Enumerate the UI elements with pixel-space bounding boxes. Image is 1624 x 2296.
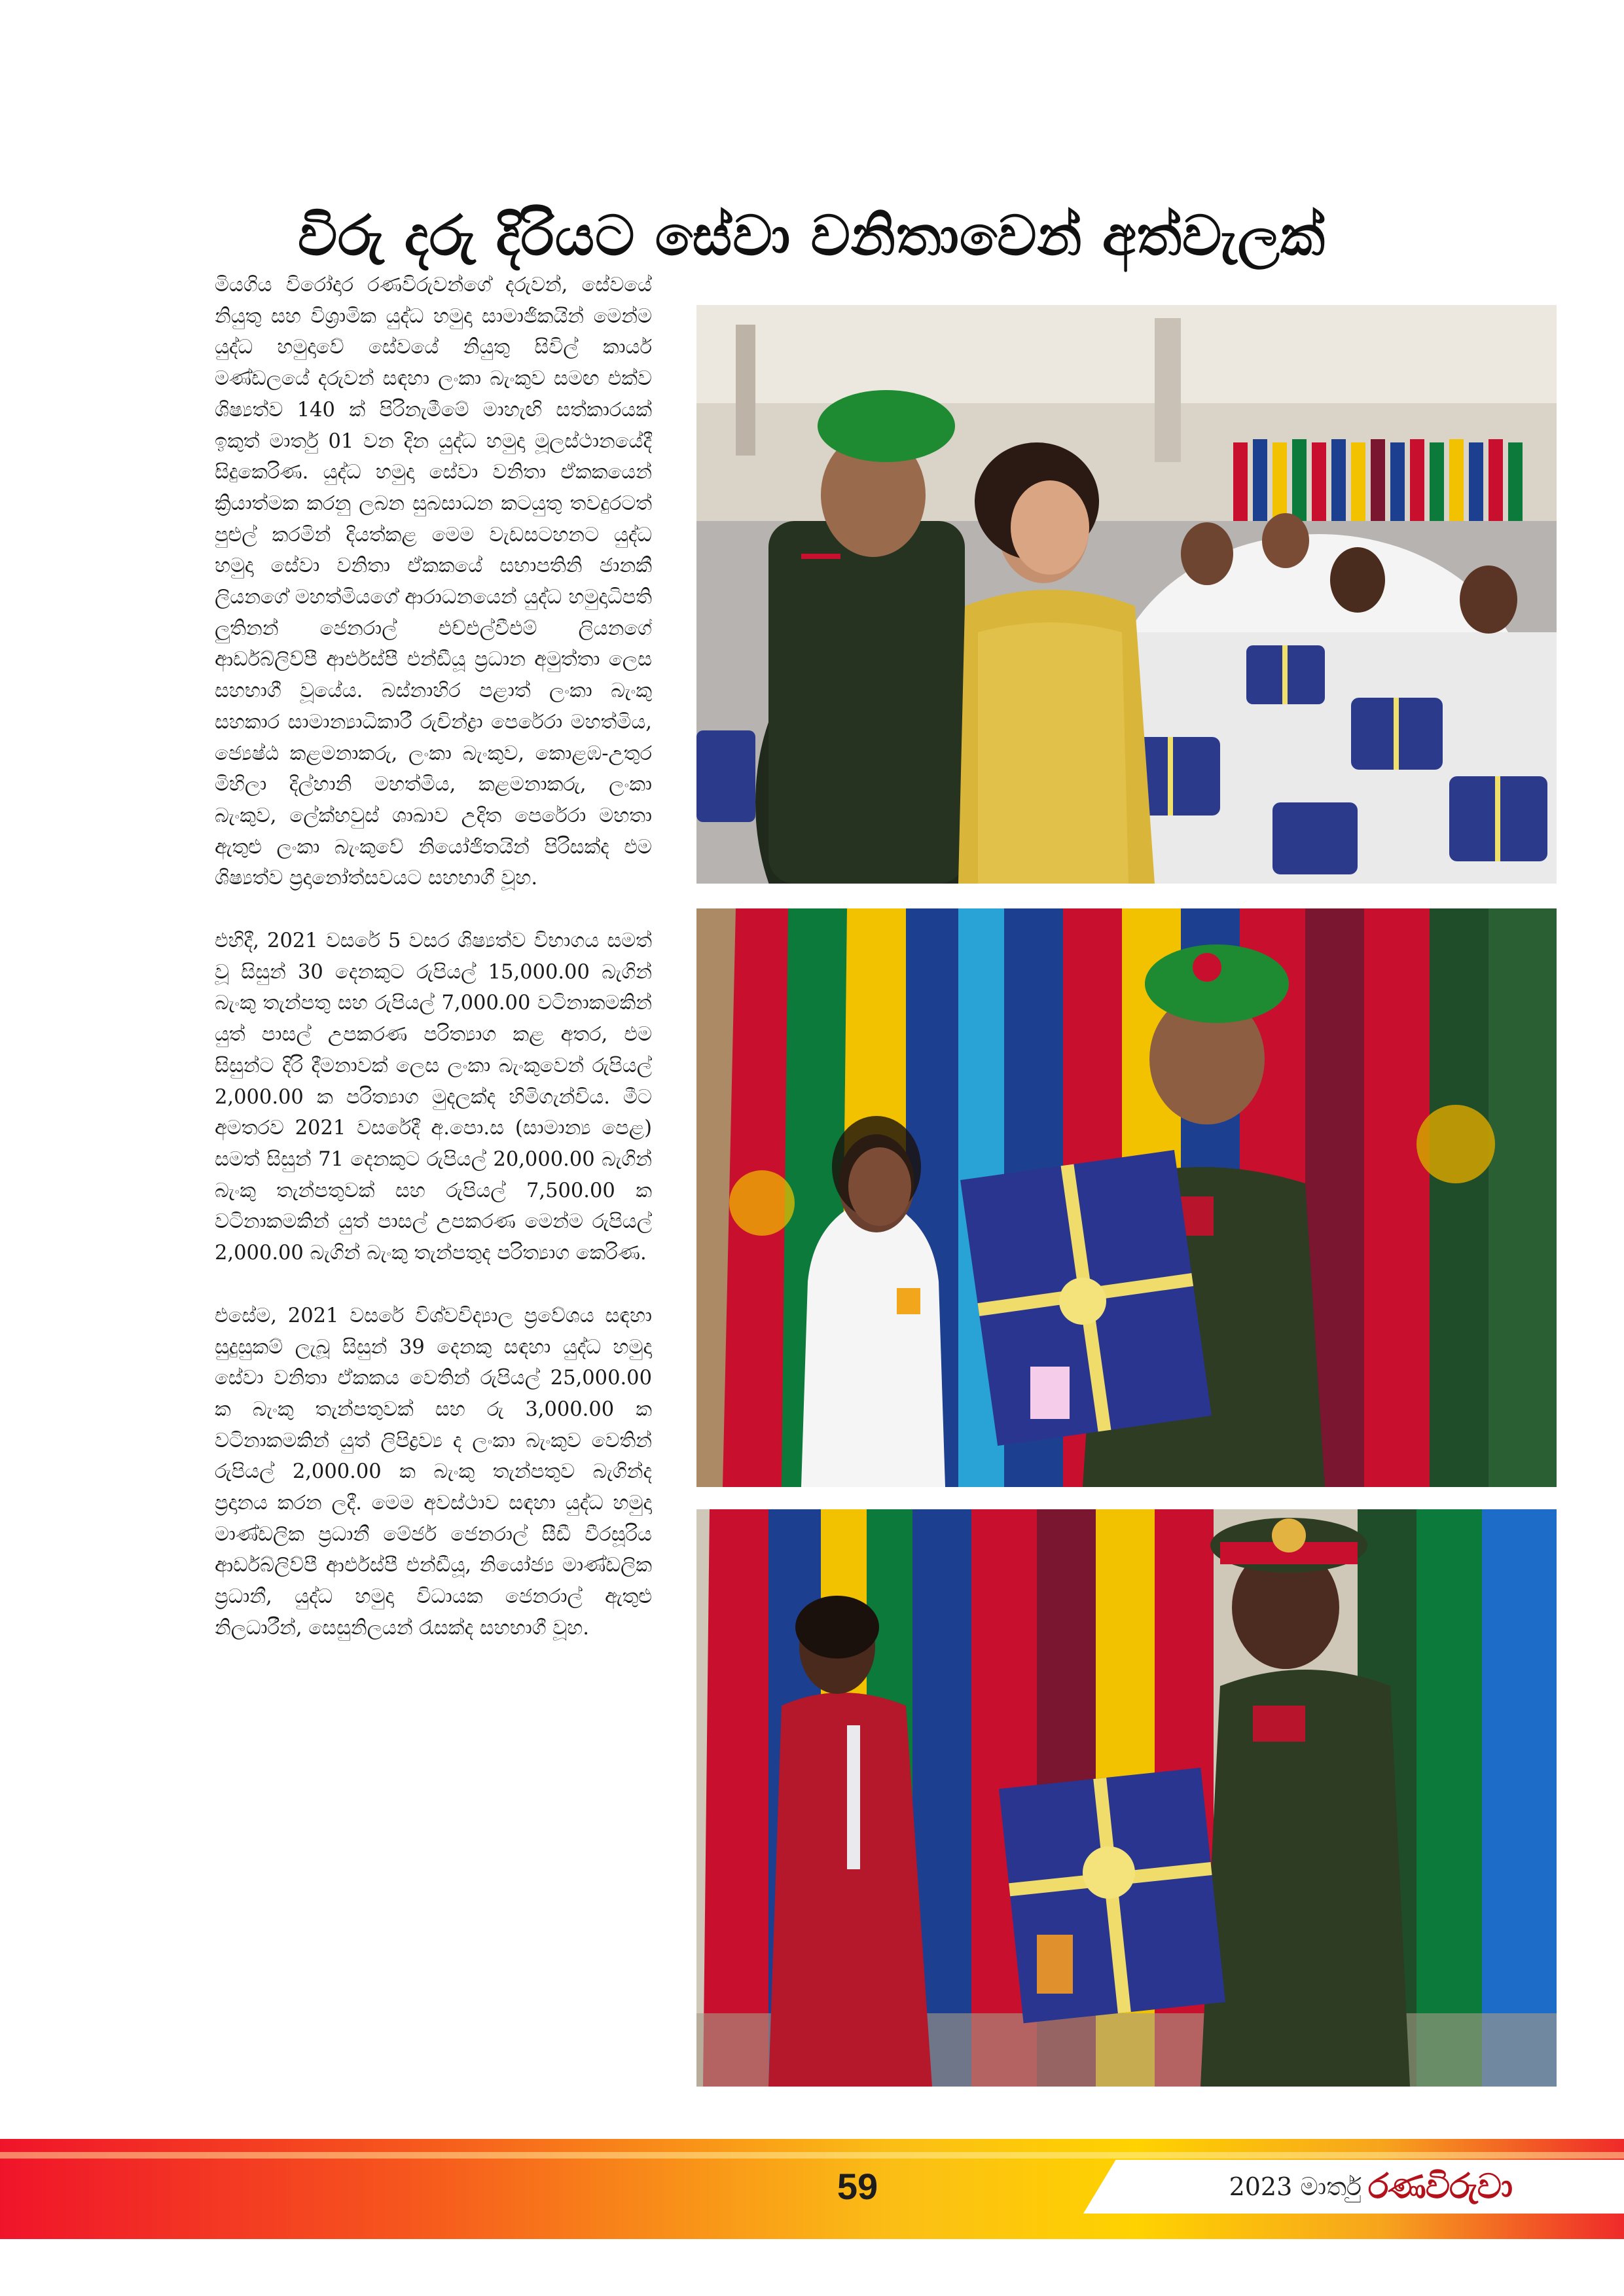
article-title: විරු දරු දිරියට සේවා වනිතාවෙන් අත්වැලක් (297, 203, 1326, 268)
article-paragraph-3: එසේම, 2021 වසරේ විශ්වවිද්‍යාල ප්‍රවේශය සඳහා සුදුසුකම් ලැබූ සිසුන් 39 දෙනකු සඳහා යුද්ධ හමුදා සේවා වනිතා ඒකකය වෙතින් රුපියල් 25,000.00 ක බැංකු තැන්පතුවක් සහ රු 3,000.00 ක වටිනාකමකින් යුත් ලිපිද්‍රව්‍ය ද ලංකා බැංකුව වෙතින් රුපියල් 2,000.00 ක බැංකු තැන්පතුව බැගින්ද ප්‍රදානය කරන ලදී. මෙම අවස්ථාව සඳහා යුද්ධ හමුදා මාණ්ඩලික ප්‍රධානී මේජර් ජෙනරාල් සීඩී වීරසූරිය ආර්ඩබ්ලිව්පී ආර්එස්පී එන්ඩීයූ, නියෝජ්‍ය මාණ්ඩලික ප්‍රධානී, යුද්ධ හමුදා විධායක ජෙනරාල් ඇතුළු නිලධාරීන්, සෙසුනිලයන් රැසක්ද සහභාගී වූහ. (215, 1304, 652, 1640)
issue-date: 2023 මාර්තු (1229, 2172, 1362, 2201)
photo-general-presenting-gift-girl (696, 908, 1557, 1487)
magazine-logo: රණවිරුවා (1368, 2167, 1513, 2206)
page-number: 59 (837, 2166, 878, 2207)
photo-general-presenting-gift-boy (696, 1509, 1557, 2087)
photo-officers-with-students (696, 305, 1557, 884)
article-body (215, 270, 652, 2122)
article-paragraph-1: මියගිය විරෝදාර රණවිරුවන්ගේ දරුවන්, සේවයේ නියුතු සහ විශ්‍රාමික යුද්ධ හමුදා සාමාජිකයින් මෙන්ම යුද්ධ හමුදාවේ සේවයේ නියුතු සිවිල් කාර්ය මණ්ඩලයේ දරුවන් සඳහා ලංකා බැංකුව සමඟ එක්ව ශිෂ්‍යත්ව 140 ක් පිරිනැමීමේ මාහැඟි සත්කාරයක් ඉකුත් මාර්තු 01 වන දින යුද්ධ හමුදා මූලස්ථානයේදී සිදුකෙරිණ. යුද්ධ හමුදා සේවා වනිතා ඒකකයෙන් ක්‍රියාත්මක කරනු ලබන සුබසාධන කටයුතු තවදුරටත් පුළුල් කරමින් දියත්කළ මෙම වැඩසටහනට යුද්ධ හමුදා සේවා වනිතා ඒකකයේ සභාපතිනි ජානකී ලියනගේ මහත්මියගේ ආරාධනයෙන් යුද්ධ හමුදාධිපති ලුතිනන් ජෙනරාල් එච්එල්වීඑම් ලියනගේ ආර්ඩබ්ලිව්පී ආර්එස්පී එන්ඩීයූ ප්‍රධාන අමුත්තා ලෙස සහභාගී වූයේය. බස්නාහිර පළාත් ලංකා බැංකු සහකාර සාමාන්‍යාධිකාරී රුචින්ද්‍රා පෙරේරා මහත්මිය, ජ්‍යෙෂ්ඨ කළමනාකරු, ලංකා බැංකුව, කොළඹ-උතුර මිහිලා දිල්හානි මහත්මිය, කළමනාකරු, ලංකා බැංකුව, ලේක්හවුස් ශාඛාව උදිත පෙරේරා මහතා ඇතුළු ලංකා බැංකුවේ නියෝජිතයින් පිරිසක්ද එම ශිෂ්‍යත්ව ප්‍රදානෝත්සවයට සහභාගී වූහ. (215, 274, 652, 890)
article-paragraph-2: එහිදී, 2021 වසරේ 5 වසර ශිෂ්‍යත්ව විභාගය සමත් වූ සිසුන් 30 දෙනකුට රුපියල් 15,000.00 බැගින් බැංකු තැන්පතු සහ රුපියල් 7,000.00 වටිනාකමකින් යුත් පාසල් උපකරණ පරිත්‍යාග කළ අතර, එම සිසුන්ට දිරි දීමනාවක් ලෙස ලංකා බැංකුවෙන් රුපියල් 2,000.00 ක පරිත්‍යාග මුදලක්ද හිමිගැන්විය. මීට අමතරව 2021 වසරේදී අ.පො.ස (සාමාන්‍ය පෙළ) සමත් සිසුන් 71 දෙනකුට රුපියල් 20,000.00 බැගින් බැංකු තැන්පතුවක් සහ රුපියල් 7,500.00 ක වටිනාකමකින් යුත් පාසල් උපකරණ මෙන්ම රුපියල් 2,000.00 බැගින් බැංකු තැන්පතුද පරිත්‍යාග කෙරිණ. (215, 929, 652, 1265)
